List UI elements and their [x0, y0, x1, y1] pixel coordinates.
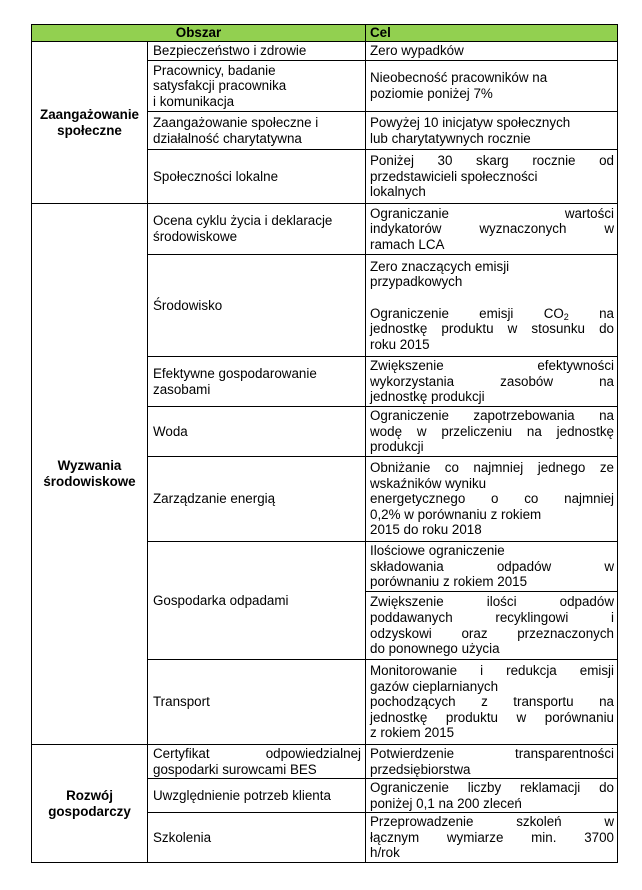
goal-cell: Nieobecność pracowników na poziomie poniżej 7%	[366, 61, 618, 112]
area-cell: Ocena cyklu życia i deklaracje środowiskowe	[148, 204, 366, 255]
goal-cell: Przeprowadzenie szkoleń w łącznym wymiarze min. 3700 h/rok	[366, 813, 618, 863]
area-cell: Transport	[148, 660, 366, 745]
goal-cell: Obniżanie co najmniej jednego ze wskaźników wyniku energetycznego o co najmniej 0,2% w porównaniu z rokiem 2015 do roku 2018	[366, 457, 618, 542]
area-cell: Certyfikat odpowiedzialnej gospodarki surowcami BES	[148, 745, 366, 779]
header-cel: Cel	[366, 25, 618, 42]
table-row	[32, 204, 618, 255]
goal-cell: Ograniczanie wartości indykatorów wyznaczonych w ramach LCA	[366, 204, 618, 255]
goal-cell: Ograniczenie zapotrzebowania na wodę w przeliczeniu na jednostkę produkcji	[366, 407, 618, 457]
goal-cell: Zero wypadków	[366, 42, 618, 61]
goal-cell: Powyżej 10 inicjatyw społecznych lub charytatywnych rocznie	[366, 112, 618, 150]
goal-cell: Poniżej 30 skarg rocznie od przedstawicieli społeczności lokalnych	[366, 150, 618, 204]
area-cell: Zarządzanie energią	[148, 457, 366, 542]
area-cell: Pracownicy, badanie satysfakcji pracownika i komunikacja	[148, 61, 366, 112]
goal-cell: Potwierdzenie transparentności przedsiębiorstwa	[366, 745, 618, 779]
header-obszar: Obszar	[32, 25, 366, 42]
area-cell: Gospodarka odpadami	[148, 542, 366, 660]
area-cell: Środowisko	[148, 255, 366, 357]
area-cell: Zaangażowanie społeczne i działalność charytatywna	[148, 112, 366, 150]
goal-cell: Zero znaczących emisji przypadkowych Ograniczenie emisji $CO_2$ na jednostkę produktu w stosunku do roku 2015	[366, 255, 618, 357]
category-social: Zaangażowanie społeczne	[32, 42, 148, 204]
area-cell: Efektywne gospodarowanie zasobami	[148, 357, 366, 407]
header-row	[32, 25, 618, 42]
area-cell: Woda	[148, 407, 366, 457]
objectives-table	[31, 24, 618, 863]
table-row	[32, 745, 618, 779]
area-cell: Bezpieczeństwo i zdrowie	[148, 42, 366, 61]
goal-cell: Monitorowanie i redukcja emisji gazów cieplarnianych pochodzących z transportu na jednostkę produktu w porównaniu z rokiem 2015	[366, 660, 618, 745]
goal-cell: Ograniczenie liczby reklamacji do poniżej 0,1 na 200 zleceń	[366, 779, 618, 813]
goal-cell: Zwiększenie efektywności wykorzystania zasobów na jednostkę produkcji	[366, 357, 618, 407]
table-row	[32, 42, 618, 61]
area-cell: Społeczności lokalne	[148, 150, 366, 204]
category-economy: Rozwój gospodarczy	[32, 745, 148, 863]
area-cell: Szkolenia	[148, 813, 366, 863]
category-environment: Wyzwania środowiskowe	[32, 204, 148, 745]
area-cell: Uwzględnienie potrzeb klienta	[148, 779, 366, 813]
goal-cell: Ilościowe ograniczenie składowania odpadów w porównaniu z rokiem 2015	[366, 542, 618, 592]
goal-cell: Zwiększenie ilości odpadów poddawanych recyklingowi i odzyskowi oraz przeznaczonych do ponownego użycia	[366, 592, 618, 660]
